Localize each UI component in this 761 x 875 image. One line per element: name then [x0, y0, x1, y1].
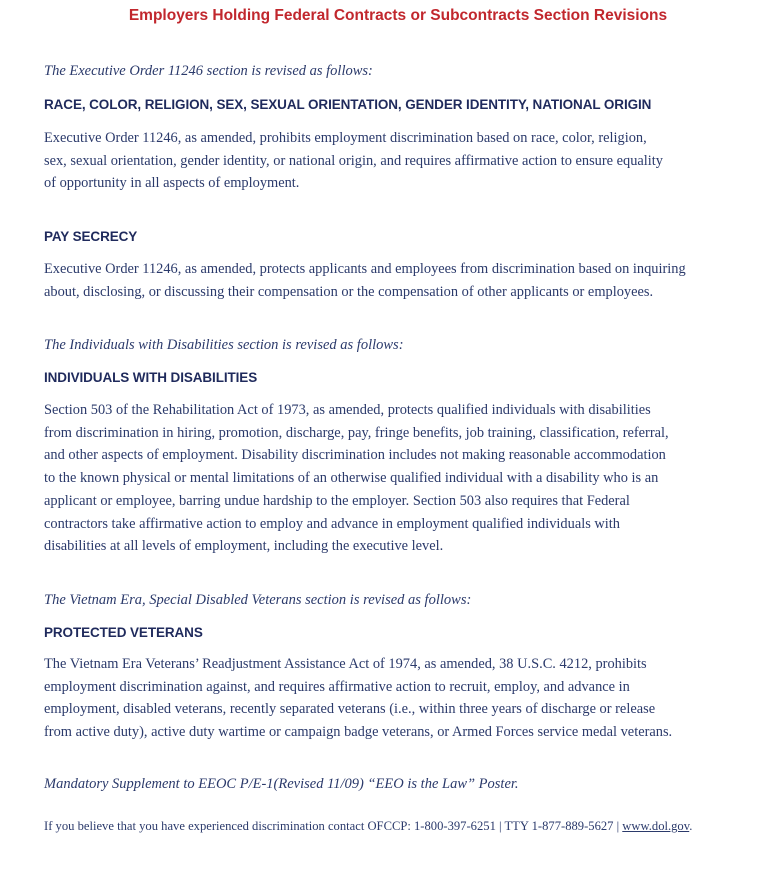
- body-line: from active duty), active duty wartime or campaign badge veterans, or Armed Forces service medal veterans.: [44, 724, 673, 741]
- body-line: from discrimination in hiring, promotion, discharge, pay, fringe benefits, job training, classification, referral,: [44, 424, 669, 441]
- body-line: of opportunity in all aspects of employment.: [44, 175, 300, 192]
- body-line: and other aspects of employment. Disability discrimination includes not making reasonable accommodation: [44, 447, 666, 464]
- body-line: sex, sexual orientation, gender identity, or national origin, and requires affirmative action to ensure equality: [44, 152, 664, 169]
- footer-contact: [44, 819, 692, 834]
- disabilities-heading: INDIVIDUALS WITH DISABILITIES: [44, 370, 258, 385]
- race-color-heading: RACE, COLOR, RELIGION, SEX, SEXUAL ORIENTATION, GENDER IDENTITY, NATIONAL ORIGIN: [44, 97, 652, 112]
- disabilities-intro: The Individuals with Disabilities section is revised as follows:: [44, 337, 404, 353]
- body-line: applicant or employee, barring undue hardship to the employer. Section 503 also requires that Federal: [44, 492, 630, 509]
- disabilities-body: [44, 399, 734, 558]
- page-title: Employers Holding Federal Contracts or Subcontracts Section Revisions: [128, 7, 668, 24]
- eo-intro: The Executive Order 11246 section is revised as follows:: [44, 63, 373, 79]
- protected-veterans-heading: PROTECTED VETERANS: [44, 625, 203, 640]
- body-line: Executive Order 11246, as amended, prohibits employment discrimination based on race, color, religion,: [44, 130, 647, 146]
- footer-text: If you believe that you have experienced discrimination contact OFCCP: 1-800-397-6251 | TTY 1-877-889-5627 |: [44, 819, 623, 833]
- body-line: The Vietnam Era Veterans’ Readjustment Assistance Act of 1974, as amended, 38 U.S.C. 4212, prohibits: [44, 656, 647, 672]
- body-line: disabilities at all levels of employment, including the executive level.: [44, 538, 444, 555]
- body-line: Section 503 of the Rehabilitation Act of 1973, as amended, protects qualified individuals with disabilities: [44, 402, 651, 418]
- pay-secrecy-body: [44, 258, 734, 303]
- body-line: about, disclosing, or discussing their compensation or the compensation of other applicants or employees.: [44, 283, 654, 300]
- body-line: employment, disabled veterans, recently separated veterans (i.e., within three years of discharge or release: [44, 701, 656, 718]
- footer-end: .: [689, 819, 693, 833]
- body-line: contractors take affirmative action to employ and advance in employment qualified individuals with: [44, 515, 620, 532]
- supplement-note: Mandatory Supplement to EEOC P/E-1(Revised 11/09) “EEO is the Law” Poster.: [44, 776, 519, 792]
- body-line: Executive Order 11246, as amended, protects applicants and employees from discrimination based on inquiring: [44, 261, 686, 277]
- race-color-body: [44, 127, 734, 195]
- body-line: employment discrimination against, and requires affirmative action to recruit, employ, and advance in: [44, 678, 630, 695]
- veterans-intro: The Vietnam Era, Special Disabled Veterans section is revised as follows:: [44, 592, 472, 608]
- pay-secrecy-heading: PAY SECRECY: [44, 229, 138, 244]
- dol-gov-link[interactable]: www.dol.gov: [622, 819, 690, 833]
- body-line: to the known physical or mental limitations of an otherwise qualified individual with a disability who is an: [44, 470, 659, 487]
- protected-veterans-body: [44, 653, 734, 744]
